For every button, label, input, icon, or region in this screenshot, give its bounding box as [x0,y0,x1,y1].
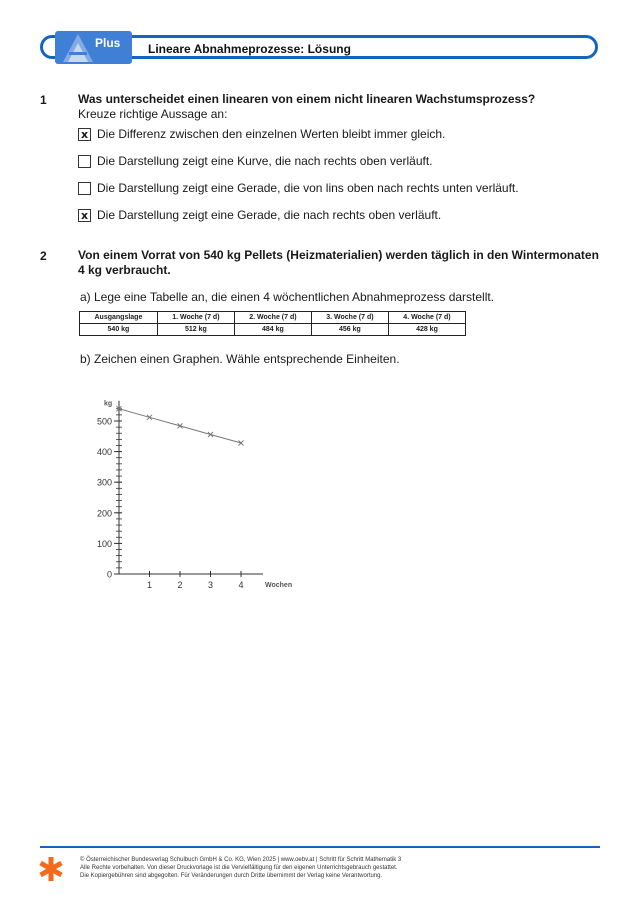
y-tick-label: 0 [106,569,112,580]
checkbox[interactable]: x [78,209,91,222]
table-cell: 512 kg [157,324,234,336]
table-cell: 456 kg [311,324,388,336]
y-tick-label: 200 [96,508,112,519]
y-tick-label: 300 [96,477,112,488]
x-tick-label: 3 [207,580,214,590]
table-header-cell: Ausgangslage [80,312,158,324]
option-label: Die Darstellung zeigt eine Kurve, die nach rechts oben verläuft. [97,154,433,168]
task-2-intro-line1: Von einem Vorrat von 540 kg Pellets (Heizmaterialien) werden täglich in den Wintermonaten [78,248,599,262]
pyramid-icon [55,31,132,64]
task-2-part-b: b) Zeichen einen Graphen. Wähle entsprechende Einheiten. [80,352,400,366]
table-header-cell: 2. Woche (7 d) [234,312,311,324]
footer-line-1: © Österreichischer Bundesverlag Schulbuch GmbH & Co. KG, Wien 2025 | www.oebv.at | Schritt für Schritt Mathematik 3 [80,857,402,863]
footer-copyright [80,856,401,880]
footer-rule [40,846,600,848]
table-header-cell: 1. Woche (7 d) [157,312,234,324]
plus-badge: Plus [95,36,121,50]
task-1-question: Was unterscheidet einen linearen von einem nicht linearen Wachstumsprozess? [78,92,536,106]
task-2-part-a: a) Lege eine Tabelle an, die einen 4 wöchentlichen Abnahmeprozess darstellt. [80,290,495,304]
publisher-logo-icon [38,855,64,883]
checkbox[interactable] [78,182,91,195]
option-label: Die Darstellung zeigt eine Gerade, die nach rechts oben verläuft. [97,208,442,222]
y-tick-label: 100 [96,538,112,549]
chart [90,385,320,595]
x-axis-label: Wochen [265,582,293,589]
x-tick-label: 2 [177,580,183,590]
x-tick-label: 1 [146,580,153,590]
table-cell: 428 kg [388,324,465,336]
checkbox[interactable]: x [78,128,91,141]
task-1-number: 1 [40,93,47,107]
option-label: Die Differenz zwischen den einzelnen Werten bleibt immer gleich. [97,127,446,141]
footer-line-3: Die Kopiergebühren sind abgegolten. Für Veränderungen durch Dritte übernimmt der Verlag keine Verantwortung. [80,873,383,879]
x-tick-label: 4 [238,580,244,590]
table-cell: 484 kg [234,324,311,336]
table-header-row [80,312,466,324]
table-header-cell: 4. Woche (7 d) [388,312,465,324]
y-tick-label: 400 [96,447,112,458]
footer-line-2: Alle Rechte vorbehalten. Von dieser Druckvorlage ist die Vervielfältigung für den eigenen Unterrichtsgebrauch gestattet. [80,865,398,871]
table-cell: 540 kg [80,324,158,336]
checkbox[interactable] [78,155,91,168]
task-2-intro-line2: 4 kg verbraucht. [78,263,171,277]
page-title: Lineare Abnahmeprozesse: Lösung [148,42,351,56]
table-header-cell: 3. Woche (7 d) [311,312,388,324]
y-axis-label: kg [104,400,113,408]
y-tick-label: 500 [96,416,112,427]
plus-logo [55,31,132,64]
table-value-row [80,324,466,336]
option-label: Die Darstellung zeigt eine Gerade, die von lins oben nach rechts unten verläuft. [97,181,519,195]
task-2-number: 2 [40,249,47,263]
task-1-instruction: Kreuze richtige Aussage an: [78,107,228,121]
weekly-table [79,311,466,336]
